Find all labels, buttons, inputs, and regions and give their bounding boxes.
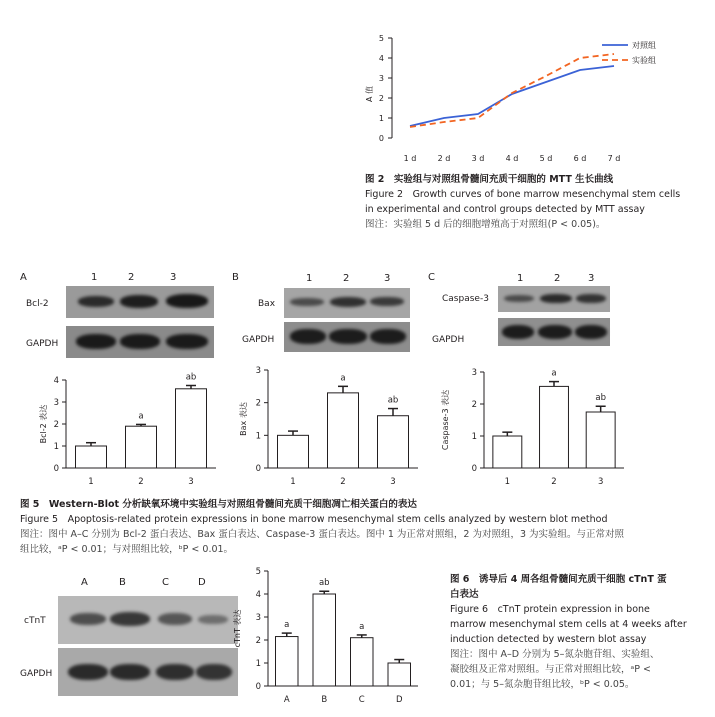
y-tick-label: 1 — [255, 431, 261, 442]
fig5-caption-cn: 图 5 Western-Blot 分析缺氧环境中实验组与对照组骨髓间充质干细胞凋亡相关蛋白的表达 — [20, 499, 417, 510]
lane-label: 1 — [517, 273, 524, 284]
fig6-caption-en-3: induction detected by western blot assay — [450, 634, 647, 645]
fig5-note-2: 组比较，ᵃP < 0.01；与对照组比较，ᵇP < 0.01。 — [20, 544, 234, 555]
x-tick-label: 1 — [88, 477, 94, 487]
panel-letter: B — [232, 272, 239, 283]
ctnt-blot — [58, 596, 238, 644]
significance-label: ab — [185, 372, 197, 383]
fig6-caption-cn-1: 图 6 诱导后 4 周各组骨髓间充质干细胞 cTnT 蛋 — [450, 574, 667, 585]
y-tick-label: 3 — [471, 368, 477, 378]
y-tick-label: 0 — [255, 682, 261, 692]
x-tick-label: 3 d — [471, 154, 485, 163]
fig5-caption-en: Figure 5 Apoptosis-related protein expressions in bone marrow mesenchymal stem cells analyzed by western blot method — [20, 514, 608, 525]
bar — [76, 446, 107, 468]
lane-label: 3 — [384, 273, 391, 284]
bar — [540, 386, 569, 468]
y-axis-label: Caspase-3 表达 — [441, 389, 450, 451]
y-axis-label: cTnT 表达 — [233, 609, 242, 648]
x-tick-label: 5 d — [539, 154, 553, 163]
x-tick-label: 3 — [188, 477, 194, 487]
y-tick-label: 3 — [255, 366, 261, 376]
x-tick-label: 1 d — [403, 154, 417, 163]
series-line-1 — [410, 66, 614, 126]
x-tick-label: C — [358, 695, 365, 705]
x-tick-label: D — [395, 695, 403, 705]
bar — [313, 594, 336, 686]
y-tick-label: 3 — [378, 74, 384, 83]
bar — [378, 416, 409, 468]
y-tick-label: 2 — [255, 398, 261, 409]
significance-label: a — [340, 373, 346, 384]
bar — [328, 393, 359, 468]
fig5a-bar-chart — [20, 365, 220, 490]
legend-label: 对照组 — [632, 41, 656, 50]
x-tick-label: A — [283, 695, 290, 705]
x-tick-label: 3 — [597, 477, 604, 487]
lane-label: 1 — [91, 272, 98, 283]
x-tick-label: 2 — [551, 477, 557, 487]
gapdh-label: GAPDH — [26, 339, 59, 349]
lane-label: 3 — [170, 272, 177, 283]
gapdh-blot — [58, 648, 238, 696]
fig6-caption — [450, 572, 710, 692]
y-tick-label: 5 — [255, 567, 261, 577]
fig5b-bar-chart — [232, 365, 422, 490]
protein-label: Bcl-2 — [26, 299, 49, 309]
x-tick-label: 2 — [138, 477, 144, 487]
y-tick-label: 1 — [471, 432, 477, 442]
x-tick-label: B — [321, 695, 328, 705]
y-tick-label: 1 — [378, 114, 384, 123]
caspase3-blot — [498, 286, 610, 312]
bar — [493, 436, 522, 468]
significance-label: ab — [318, 578, 330, 589]
y-tick-label: 0 — [53, 464, 59, 474]
y-tick-label: 0 — [378, 134, 384, 143]
lane-label: 3 — [588, 273, 595, 284]
significance-label: ab — [595, 393, 606, 404]
fig6-blot-panel — [20, 572, 230, 702]
lane-label: 1 — [306, 273, 313, 284]
legend-label: 实验组 — [632, 56, 656, 65]
y-tick-label: 4 — [255, 590, 261, 600]
bar — [126, 426, 157, 468]
bar — [388, 663, 411, 686]
bar — [586, 412, 615, 468]
bar — [351, 638, 374, 686]
y-tick-label: 0 — [255, 464, 261, 474]
x-tick-label: 1 — [290, 477, 296, 487]
bcl2-blot — [66, 286, 214, 318]
gapdh-blot — [284, 322, 410, 352]
x-tick-label: 4 d — [505, 154, 519, 163]
fig2-caption-en-2: in experimental and control groups detected by MTT assay — [365, 204, 645, 215]
lane-label: B — [119, 577, 126, 588]
gapdh-label: GAPDH — [242, 335, 275, 345]
x-tick-label: 6 d — [573, 154, 587, 163]
panel-letter: C — [428, 272, 435, 283]
bar — [276, 637, 299, 686]
y-tick-label: 1 — [53, 442, 59, 452]
y-tick-label: 2 — [255, 636, 261, 646]
lane-label: A — [81, 577, 88, 588]
lane-label: 2 — [343, 273, 350, 284]
panel-letter: A — [20, 272, 27, 283]
lane-label: 2 — [554, 273, 561, 284]
fig6-bar-chart — [228, 565, 428, 710]
fig6-note-3: 0.01；与 5–氮杂胞苷组比较，ᵇP < 0.05。 — [450, 679, 635, 690]
x-tick-label: 7 d — [607, 154, 621, 163]
fig2-caption-cn: 图 2 实验组与对照组骨髓间充质干细胞的 MTT 生长曲线 — [365, 174, 614, 185]
fig5c-bar-chart — [428, 365, 628, 490]
fig6-caption-en-1: Figure 6 cTnT protein expression in bone — [450, 604, 650, 615]
protein-label: Bax — [258, 299, 276, 309]
lane-label: 2 — [128, 272, 135, 283]
x-tick-label: 3 — [390, 477, 396, 487]
significance-label: a — [284, 620, 290, 631]
y-tick-label: 5 — [378, 34, 384, 43]
bar — [278, 435, 309, 468]
y-tick-label: 0 — [471, 464, 477, 474]
fig5-note-1: 图注：图中 A–C 分别为 Bcl-2 蛋白表达、Bax 蛋白表达、Caspase-3 蛋白表达。图中 1 为正常对照组，2 为对照组，3 为实验组。与正常对照 — [20, 529, 625, 540]
y-tick-label: 2 — [53, 420, 59, 430]
bar — [176, 389, 207, 468]
fig6-caption-en-2: marrow mesenchymal stem cells at 4 weeks after — [450, 619, 687, 630]
series-line-2 — [410, 54, 614, 127]
y-tick-label: 4 — [53, 376, 59, 386]
fig5-caption — [20, 497, 710, 557]
gapdh-blot — [66, 326, 214, 358]
protein-label: Caspase-3 — [442, 294, 489, 304]
significance-label: a — [138, 411, 144, 422]
fig2-caption — [365, 172, 710, 232]
significance-label: ab — [387, 395, 399, 406]
y-tick-label: 3 — [53, 398, 59, 408]
x-tick-label: 1 — [504, 477, 511, 487]
fig2-caption-en-1: Figure 2 Growth curves of bone marrow mesenchymal stem cells — [365, 189, 681, 200]
fig6-note-1: 图注：图中 A–D 分别为 5–氮杂胞苷组、实验组、 — [450, 649, 660, 660]
y-axis-label: A 值 — [365, 85, 374, 102]
fig6-note-2: 凝胶组及正常对照组。与正常对照组比较，ᵃP < — [450, 664, 651, 675]
gapdh-label: GAPDH — [432, 335, 465, 345]
protein-label: cTnT — [24, 616, 46, 626]
lane-label: D — [198, 577, 206, 588]
significance-label: a — [551, 368, 557, 379]
y-tick-label: 3 — [255, 613, 261, 623]
y-tick-label: 4 — [378, 54, 384, 63]
gapdh-label: GAPDH — [20, 669, 53, 679]
lane-label: C — [162, 577, 169, 588]
fig2-note: 图注：实验组 5 d 后的细胞增殖高于对照组(P < 0.05)。 — [365, 219, 606, 230]
gapdh-blot — [498, 318, 610, 346]
significance-label: a — [359, 621, 365, 632]
x-tick-label: 2 d — [437, 154, 451, 163]
y-tick-label: 2 — [378, 94, 384, 103]
y-axis-label: Bcl-2 表达 — [39, 404, 48, 444]
fig6-caption-cn-2: 白表达 — [450, 589, 479, 600]
fig2-line-chart — [360, 28, 660, 168]
y-axis-label: Bax 表达 — [239, 402, 248, 436]
y-tick-label: 2 — [471, 400, 477, 410]
y-tick-label: 1 — [255, 659, 261, 669]
x-tick-label: 2 — [340, 477, 346, 487]
bax-blot — [284, 288, 410, 318]
